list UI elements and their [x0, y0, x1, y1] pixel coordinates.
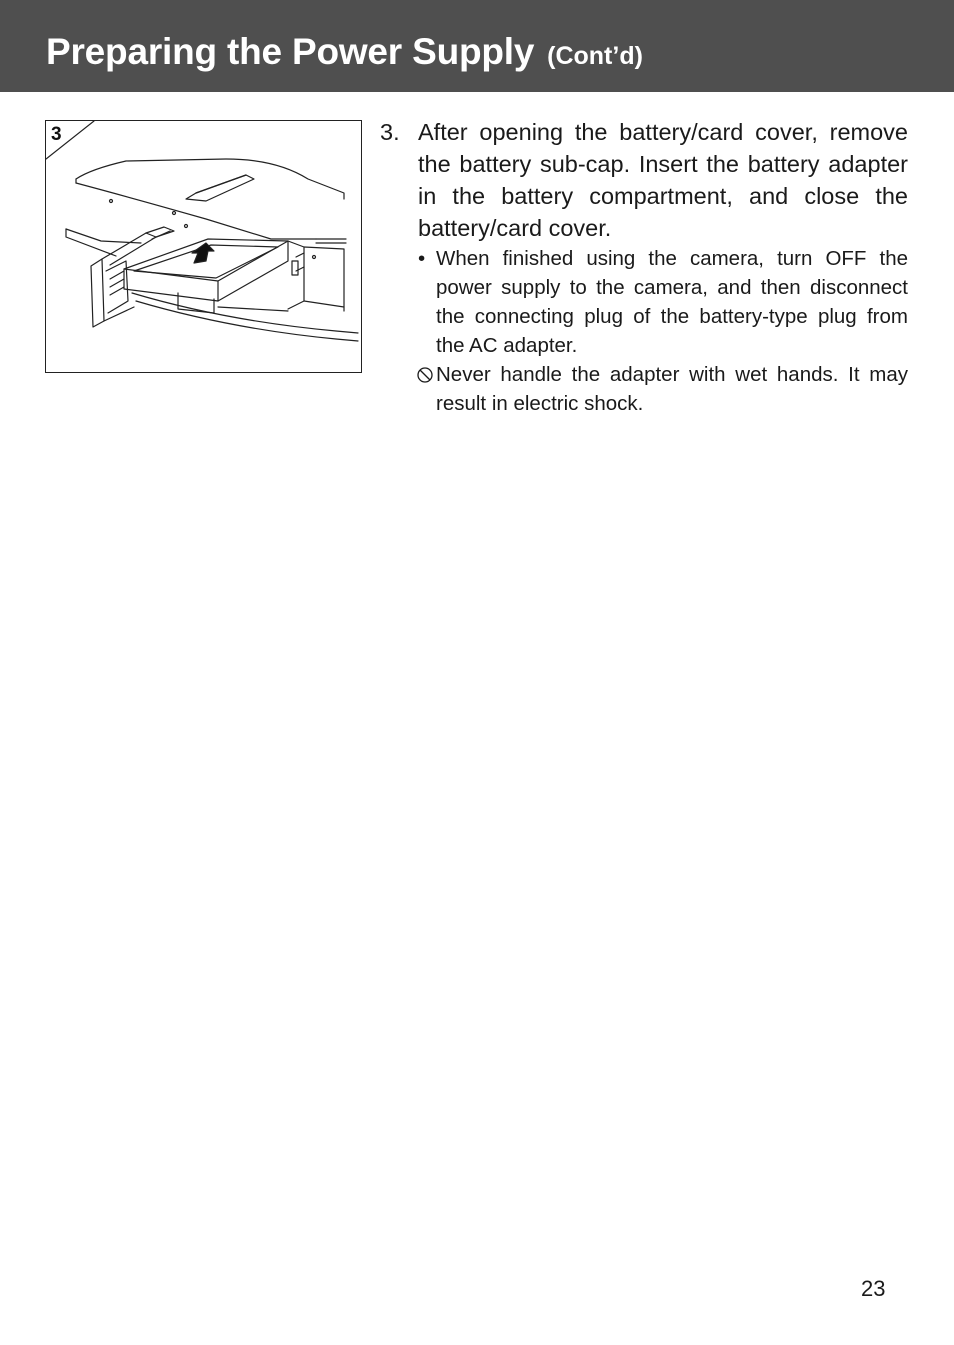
caution-note [418, 360, 908, 418]
bullet-marker: • [418, 247, 426, 270]
page-header [0, 0, 954, 92]
page-title-main: Preparing the Power Supply [46, 31, 535, 72]
step-3 [380, 116, 908, 244]
bullet-note [418, 244, 908, 360]
page-number: 23 [861, 1276, 886, 1301]
page-title [46, 33, 643, 70]
page-title-subtitle: (Cont’d) [547, 42, 643, 70]
figure-number: 3 [51, 124, 62, 145]
step-number: 3. [380, 119, 400, 145]
step-illustration [45, 120, 362, 373]
step-text: After opening the battery/card cover, remove the battery sub-cap. Insert the battery adapter in the battery compartment, and close the battery/card cover. [418, 119, 908, 241]
instructions [380, 116, 908, 418]
camera-battery-adapter-illustration [46, 121, 361, 372]
caution-note-text: Never handle the adapter with wet hands. It may result in electric shock. [436, 363, 908, 415]
prohibition-icon [416, 366, 434, 384]
bullet-note-text: When finished using the camera, turn OFF the power supply to the camera, and then disconnect the connecting plug of the battery-type plug from the AC adapter. [436, 247, 908, 357]
